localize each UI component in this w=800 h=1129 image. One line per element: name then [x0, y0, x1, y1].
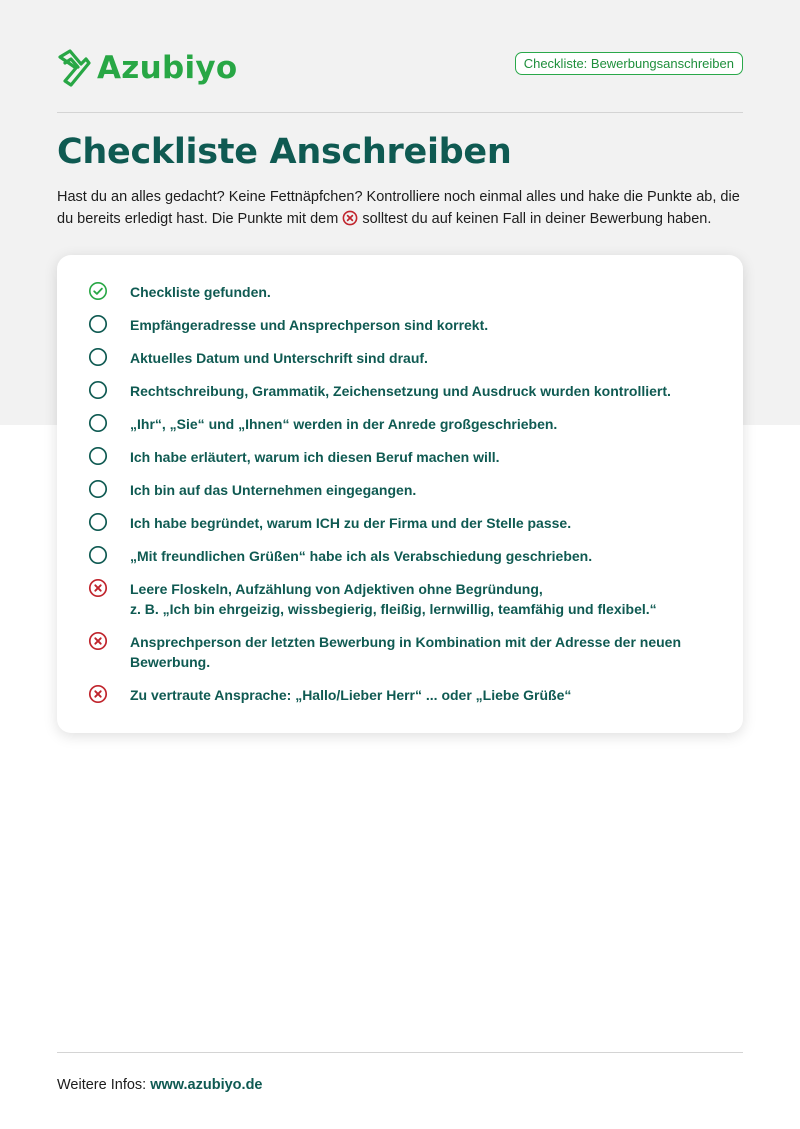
checklist-tag: Checkliste: Bewerbungsanschreiben [515, 52, 743, 75]
x-circle-icon[interactable] [88, 684, 108, 704]
checklist-item-text [130, 685, 720, 705]
footer-label: Weitere Infos: [57, 1077, 147, 1093]
empty-circle-icon[interactable] [88, 512, 108, 532]
check-circle-icon[interactable] [88, 281, 108, 301]
checklist-item-text [130, 315, 720, 335]
intro-text-part1: Hast du an alles gedacht? Keine Fettnäpfchen? Kontrolliere noch einmal alles und hake die Punkte ab, die du bereits erledigt hast. Die Punkte mit dem [57, 189, 740, 227]
checklist-item-label: Ich bin auf das Unternehmen eingegangen. [130, 482, 417, 498]
azubiyo-logo-icon [57, 48, 91, 88]
checklist-item-text [130, 546, 720, 566]
checklist-card [57, 255, 743, 733]
x-circle-icon[interactable] [88, 578, 108, 598]
empty-circle-icon[interactable] [88, 314, 108, 334]
avoid-icon [342, 210, 358, 226]
checklist-item-label: Leere Floskeln, Aufzählung von Adjektiven ohne Begründung, [130, 581, 543, 597]
empty-circle-icon[interactable] [88, 545, 108, 565]
page-title: Checkliste Anschreiben [57, 132, 512, 172]
checklist-item-text [130, 447, 720, 467]
checklist-item-label: „Ihr“, „Sie“ und „Ihnen“ werden in der Anrede großgeschrieben. [130, 416, 558, 432]
checklist-item-label: Ich habe begründet, warum ICH zu der Firma und der Stelle passe. [130, 515, 572, 531]
empty-circle-icon[interactable] [88, 479, 108, 499]
empty-circle-icon[interactable] [88, 413, 108, 433]
checklist-item-text [130, 414, 720, 434]
header-divider [57, 112, 743, 113]
logo-wordmark: Azubiyo [97, 50, 238, 86]
checklist-item-text [130, 381, 720, 401]
checklist-item-text [130, 480, 720, 500]
checklist-item-text [130, 632, 720, 672]
checklist-item-text [130, 282, 720, 302]
checklist-item-text [130, 513, 720, 533]
checklist-item-label: Ich habe erläutert, warum ich diesen Beruf machen will. [130, 449, 500, 465]
checklist-item-label: Zu vertraute Ansprache: „Hallo/Lieber Herr“ ... oder „Liebe Grüße“ [130, 687, 572, 703]
checklist-item-label: „Mit freundlichen Grüßen“ habe ich als Verabschiedung geschrieben. [130, 548, 593, 564]
footer-divider [57, 1052, 743, 1053]
checklist-item-label: Ansprechperson der letzten Bewerbung in Kombination mit der Adresse der neuen [130, 634, 682, 650]
empty-circle-icon[interactable] [88, 380, 108, 400]
intro-text-part2: solltest du auf keinen Fall in deiner Bewerbung haben. [362, 211, 712, 227]
checklist-item-label-line2: Bewerbung. [130, 654, 211, 670]
empty-circle-icon[interactable] [88, 347, 108, 367]
checklist-item-text [130, 579, 720, 619]
footer-link[interactable]: www.azubiyo.de [150, 1077, 263, 1093]
checklist-item-label: Aktuelles Datum und Unterschrift sind drauf. [130, 350, 428, 366]
x-circle-icon[interactable] [88, 631, 108, 651]
azubiyo-logo[interactable] [57, 46, 238, 90]
checklist-item-label: Empfängeradresse und Ansprechperson sind korrekt. [130, 317, 489, 333]
checklist-item-label: Rechtschreibung, Grammatik, Zeichensetzung und Ausdruck wurden kontrolliert. [130, 383, 671, 399]
checklist-item-text [130, 348, 720, 368]
empty-circle-icon[interactable] [88, 446, 108, 466]
footer [57, 1075, 263, 1095]
page-header [57, 46, 743, 90]
checklist-item-label: Checkliste gefunden. [130, 284, 271, 300]
intro-text [57, 186, 757, 230]
checklist-item-label-line2: z. B. „Ich bin ehrgeizig, wissbegierig, fleißig, lernwillig, teamfähig und flexibel.“ [130, 601, 657, 617]
